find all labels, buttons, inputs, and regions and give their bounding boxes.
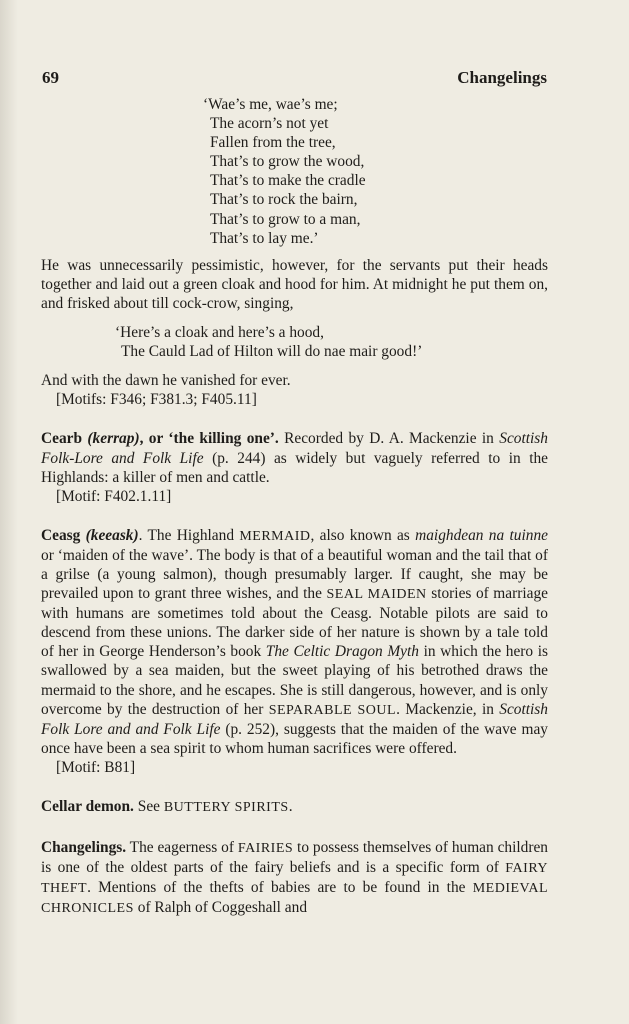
cross-reference: MEDIEVAL CHRONICLES [41, 881, 548, 917]
motif-ceasg: [Motif: B81] [56, 758, 136, 776]
entry-text: (p. 252), suggests that the maiden of the wave may once have been a sea spirit to whom human sacrifices were offered. [41, 720, 549, 757]
entry-headword: Cellar demon. [41, 798, 134, 815]
verse-line: That’s to rock the bairn, [210, 191, 358, 209]
cross-reference: FAIRY THEFT [41, 861, 548, 897]
entry-text: . Mackenzie, in [396, 700, 500, 718]
verse-wae-me [41, 95, 548, 248]
page-header [42, 68, 547, 90]
cross-reference: SEPARABLE SOUL [268, 702, 397, 718]
page-gutter-shadow [0, 0, 18, 1024]
entry-text: to possess themselves of human children is one of the oldest parts of the fairy beliefs and is a specific form of [41, 839, 548, 877]
running-title: Changelings [457, 68, 547, 87]
entry-pronunciation: (keeask) [85, 526, 139, 544]
gaelic-name: maighdean na tuinne [415, 526, 548, 544]
entry-text: . [288, 798, 293, 815]
entry-text: . The Highland [138, 526, 240, 544]
verse-line: Fallen from the tree, [210, 134, 336, 152]
motifs-cauld-lad: [Motifs: F346; F381.3; F405.11] [56, 391, 257, 409]
verse-line: That’s to make the cradle [210, 172, 366, 190]
entry-headword: Changelings. [41, 839, 127, 857]
entry-pronunciation: (kerrap) [87, 430, 140, 448]
entry-changelings [41, 838, 548, 918]
entry-text: . Mentions of the thefts of babies are to be found in the [87, 879, 473, 897]
entry-gloss: , or ‘the killing one’. [139, 430, 279, 448]
entry-cearb [41, 429, 548, 486]
entry-text: , also known as [310, 526, 416, 544]
verse-line: That’s to lay me.’ [210, 229, 319, 247]
entry-text: in which the hero is swallowed by a sea maiden, but the sweet playing of his betrothed draws the mermaid to the shore, and he escapes. She is still dangerous, however, and is only overcome by the destruction of her [41, 643, 548, 718]
entry-text: Recorded by D. A. Mackenzie in [278, 430, 500, 448]
entry-text: See [133, 798, 164, 815]
verse-cloak-hood [41, 323, 548, 361]
entry-text: stories of marriage with humans are sometimes told about the Ceasg. Notable pilots are said to descend from these unions. The darker side of her nature is shown by a tale told of her in George Henderson’s book [41, 585, 548, 661]
entry-text: or ‘maiden of the wave’. The body is that of a beautiful woman and the tail that of a grilse (a young salmon), though presumably larger. If caught, she may be prevailed upon to grant three wishes, and the [41, 546, 548, 603]
entry-text: (p. 244) as widely but vaguely referred to in the Highlands: a killer of men and cattle. [41, 449, 549, 486]
verse-line: ‘Wae’s me, wae’s me; [203, 96, 338, 113]
cross-reference: SEAL MAIDEN [326, 587, 427, 603]
book-title: The Celtic Dragon Myth [265, 643, 419, 661]
cross-reference: MERMAID [239, 528, 311, 544]
entry-ceasg [41, 526, 548, 758]
verse-line: The acorn’s not yet [210, 115, 329, 133]
entry-headword: Cearb [41, 430, 83, 448]
entry-headword: Ceasg [41, 526, 81, 544]
verse-line: That’s to grow the wood, [210, 153, 365, 171]
cross-reference: BUTTERY SPIRITS [163, 800, 289, 815]
paragraph-cauld-lad: He was unnecessarily pessimistic, however, for the servants put their heads together and laid out a green cloak and hood for him. At midnight he put them on, and frisked about till cock-crow, singing, [41, 256, 548, 312]
book-title: Scottish Folk Lore and and Folk Life [41, 700, 548, 738]
verse-line: ‘Here’s a cloak and here’s a hood, [115, 324, 324, 342]
motif-cearb: [Motif: F402.1.11] [56, 487, 172, 505]
paragraph-dawn: And with the dawn he vanished for ever. [41, 372, 291, 390]
page-number: 69 [42, 68, 59, 87]
verse-line: That’s to grow to a man, [210, 210, 361, 228]
entry-cellar-demon [41, 797, 548, 817]
cross-reference: FAIRIES [237, 841, 294, 857]
entry-text: of Ralph of Coggeshall and [133, 899, 308, 917]
book-title: Scottish Folk-Lore and Folk Life [41, 430, 548, 467]
verse-line: The Cauld Lad of Hilton will do nae mair good!’ [121, 343, 423, 361]
entry-text: The eagerness of [126, 839, 238, 857]
page-body [41, 95, 548, 918]
